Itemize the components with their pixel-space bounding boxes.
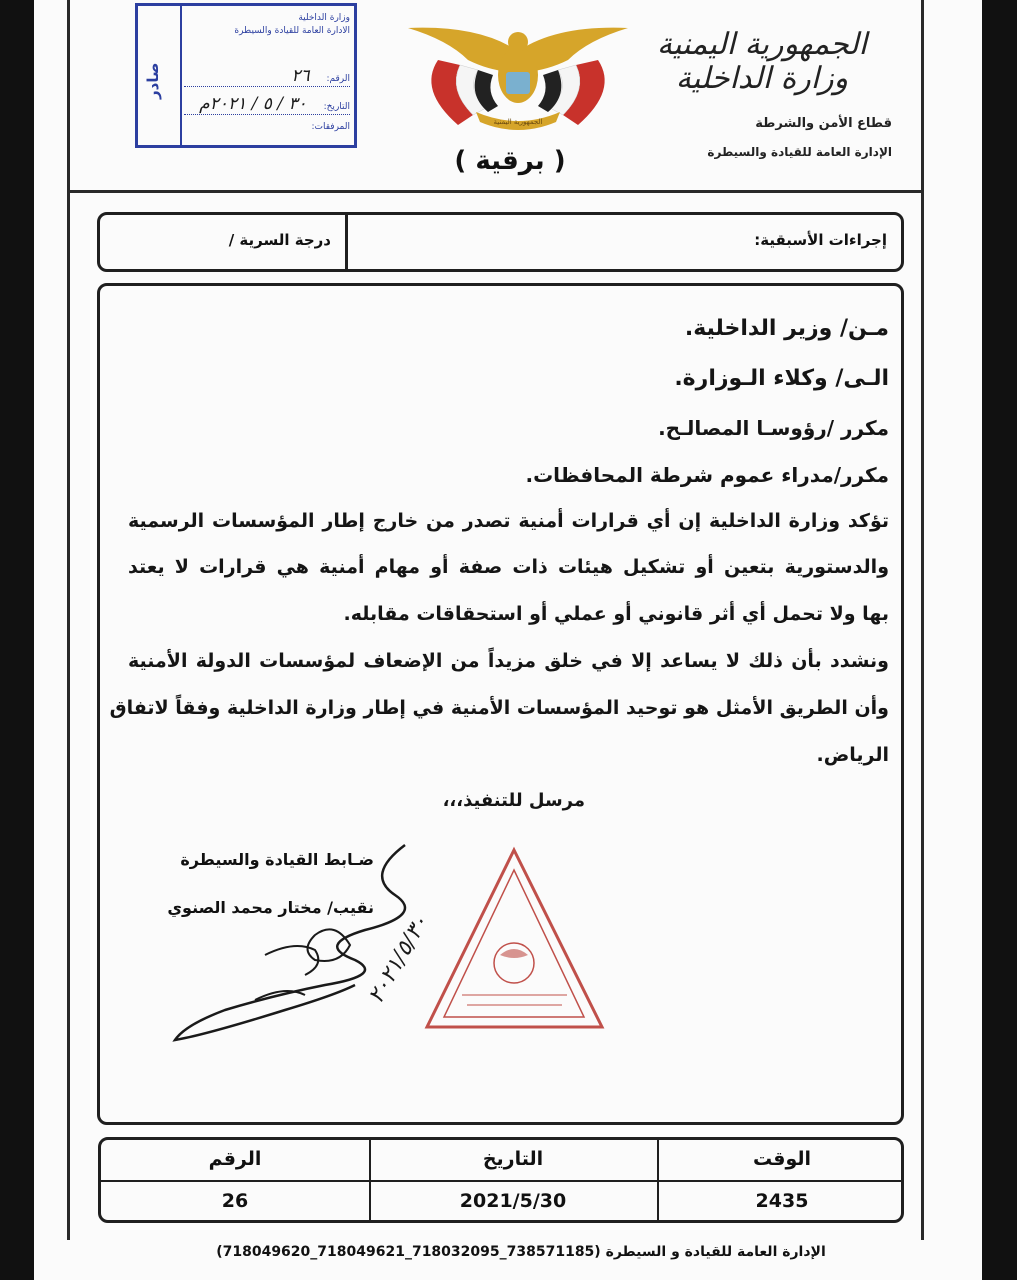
paragraph-1-line-3: بها ولا تحمل أي أثر قانوني أو عملي أو استحقاقات مقابله. bbox=[343, 603, 889, 625]
from-line: مـن/ وزير الداخلية. bbox=[684, 316, 889, 341]
directorate-name: الإدارة العامة للقيادة والسيطرة bbox=[707, 145, 892, 159]
stamp-number-value: ٢٦ bbox=[291, 66, 310, 86]
footer-table bbox=[98, 1137, 904, 1223]
footer-table-hline bbox=[101, 1180, 901, 1182]
paragraph-1-line-1: تؤكد وزارة الداخلية إن أي قرارات أمنية تصدر من خارج إطار المؤسسات الرسمية bbox=[128, 510, 889, 532]
yemen-eagle-emblem bbox=[398, 20, 638, 138]
cc-line-1: مكرر /رؤوسـا المصالـح. bbox=[658, 416, 889, 440]
sector-name: قطاع الأمن والشرطة bbox=[755, 116, 892, 131]
left-frame-line bbox=[67, 0, 70, 1240]
secrecy-label: درجة السرية / bbox=[228, 231, 331, 249]
stamp-vertical-column bbox=[138, 6, 182, 145]
cc-line-2: مكرر/مدراء عموم شرطة المحافظات. bbox=[525, 463, 889, 487]
stamp-ministry: وزارة الداخلية bbox=[298, 13, 350, 23]
time-header: الوقت bbox=[752, 1148, 812, 1170]
official-seal bbox=[422, 845, 607, 1035]
document-type-title: ( برقية ) bbox=[454, 146, 566, 176]
date-value: 2021/5/30 bbox=[459, 1190, 567, 1212]
right-frame-line bbox=[921, 0, 924, 1240]
signatory-name: نقيب/ مختار محمد الصنوي bbox=[167, 898, 374, 917]
paragraph-1-line-2: والدستورية بتعين أو تشكيل هيئات ذات صفة أو مهام أمنية هي قرارات لا يعتد bbox=[128, 556, 889, 578]
stamp-header-lines bbox=[184, 12, 350, 38]
handwritten-signature bbox=[165, 835, 465, 1055]
header-divider bbox=[67, 190, 924, 193]
to-line: الـى/ وكلاء الـوزارة. bbox=[674, 366, 889, 391]
time-value: 2435 bbox=[755, 1190, 809, 1212]
paragraph-2-line-2: وأن الطريق الأمثل هو توحيد المؤسسات الأمنية في إطار وزارة الداخلية وفقاً لاتفاق bbox=[109, 697, 889, 719]
number-header: الرقم bbox=[208, 1148, 262, 1170]
footer-contact-line: الإدارة العامة للقيادة و السيطرة (738571185_718032095_718049621_718049620) bbox=[216, 1244, 826, 1260]
signature-date: ٢٠٢١/٥/٣٠ bbox=[363, 911, 434, 1008]
ministry-name: وزارة الداخلية bbox=[675, 61, 849, 96]
stamp-date-label: التاريخ bbox=[326, 102, 350, 112]
precedence-label: إجراءات الأسبقية: bbox=[754, 231, 887, 249]
stamp-attachments-label: المرفقات bbox=[314, 122, 350, 132]
stamp-number-label: الرقم bbox=[329, 74, 350, 84]
meta-row-divider bbox=[345, 215, 348, 269]
svg-text:الجمهورية اليمنية: الجمهورية اليمنية bbox=[493, 118, 543, 126]
outgoing-stamp bbox=[135, 3, 357, 148]
stamp-directorate: الادارة العامة للقيادة والسيطرة bbox=[234, 26, 350, 36]
stamp-outgoing-label: صادر bbox=[144, 62, 162, 100]
stamp-attachments-row: المرفقات: bbox=[311, 122, 350, 132]
stamp-number-row: الرقم: ٢٦ bbox=[184, 66, 350, 87]
paragraph-2-line-3: الرياض. bbox=[816, 744, 889, 766]
stamp-date-row: التاريخ: ٣٠ / ٥ / ٢٠٢١م bbox=[184, 94, 350, 115]
republic-name: الجمهورية اليمنية bbox=[656, 27, 868, 62]
date-header: التاريخ bbox=[482, 1148, 544, 1170]
meta-row-box bbox=[97, 212, 904, 272]
letterhead bbox=[632, 28, 892, 159]
stamp-date-value: ٣٠ / ٥ / ٢٠٢١م bbox=[199, 94, 307, 114]
number-value: 26 bbox=[221, 1190, 249, 1212]
signatory-title: ضـابط القيادة والسيطرة bbox=[180, 850, 374, 869]
closing-line: مرسل للتنفيذ،،، bbox=[442, 790, 585, 811]
paragraph-2-line-1: ونشدد بأن ذلك لا يساعد إلا في خلق مزيداً من الإضعاف لمؤسسات الدولة الأمنية bbox=[128, 650, 889, 672]
